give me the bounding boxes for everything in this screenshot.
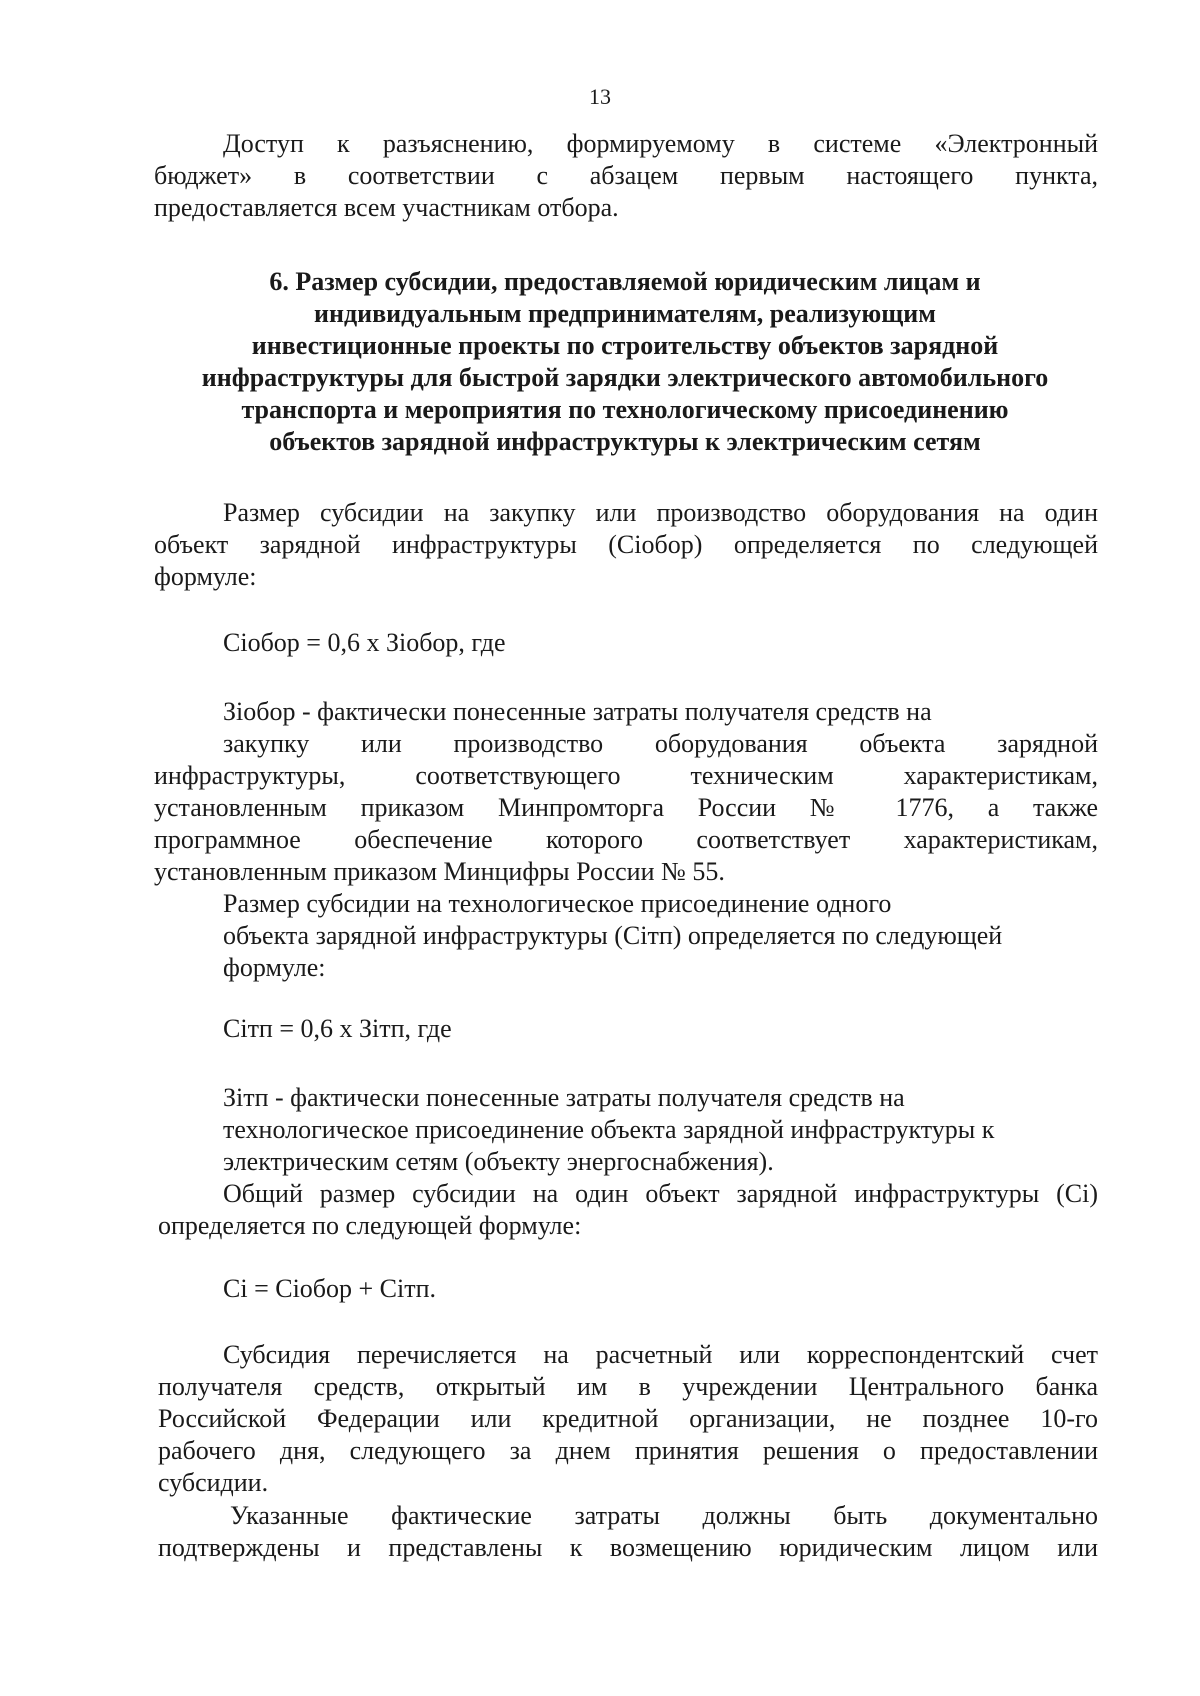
p4-line-1: Субсидия перечисляется на расчетный или корреспондентский счет bbox=[223, 1340, 1098, 1369]
def2-line-3: электрическим сетям (объекту энергоснабжения). bbox=[223, 1147, 774, 1176]
formula-connection: Сiтп = 0,6 х Зiтп, где bbox=[223, 1014, 452, 1043]
p4-line-2: получателя средств, открытый им в учреждении Центрального банка bbox=[158, 1372, 1098, 1401]
intro-line-2: бюджет» в соответствии с абзацем первым настоящего пункта, bbox=[154, 161, 1098, 190]
p1-line-1: Размер субсидии на закупку или производство оборудования на один bbox=[223, 498, 1098, 527]
p1-line-3: формуле: bbox=[154, 562, 257, 591]
p5-line-1: Указанные фактические затраты должны быть документально bbox=[230, 1501, 1098, 1530]
paragraph-transfer bbox=[158, 1339, 1098, 1499]
paragraph-confirmation bbox=[158, 1500, 1098, 1564]
intro-line-1: Доступ к разъяснению, формируемому в системе «Электронный bbox=[223, 129, 1098, 158]
intro-paragraph bbox=[154, 128, 1098, 224]
p4-line-4: рабочего дня, следующего за днем принятия решения о предоставлении bbox=[158, 1436, 1098, 1465]
heading-line-2: индивидуальным предпринимателям, реализующим bbox=[314, 299, 936, 328]
p2-line-3: формуле: bbox=[223, 953, 326, 982]
heading-line-3: инвестиционные проекты по строительству объектов зарядной bbox=[251, 331, 999, 360]
definition-equipment bbox=[154, 696, 1098, 888]
def2-line-2: технологическое присоединение объекта зарядной инфраструктуры к bbox=[223, 1115, 995, 1144]
paragraph-connection bbox=[223, 888, 1098, 984]
def1-line-1: Зiобор - фактически понесенные затраты получателя средств на bbox=[223, 697, 932, 726]
def1-line-4: установленным приказом Минпромторга России № 1776, а также bbox=[154, 793, 1098, 822]
def1-line-5: программное обеспечение которого соответствует характеристикам, bbox=[154, 825, 1098, 854]
def1-line-2: закупку или производство оборудования объекта зарядной bbox=[223, 729, 1098, 758]
p3-line-1: Общий размер субсидии на один объект зарядной инфраструктуры (Сi) bbox=[223, 1179, 1098, 1208]
p4-line-3: Российской Федерации или кредитной организации, не позднее 10-го bbox=[158, 1404, 1098, 1433]
heading-line-4: инфраструктуры для быстрой зарядки электрического автомобильного bbox=[201, 363, 1049, 392]
def2-line-1: Зiтп - фактически понесенные затраты получателя средств на bbox=[223, 1083, 905, 1112]
p5-line-2: подтверждены и представлены к возмещению юридическим лицом или bbox=[158, 1533, 1098, 1562]
heading-line-1: 6. Размер субсидии, предоставляемой юридическим лицам и bbox=[269, 267, 981, 296]
p2-line-1: Размер субсидии на технологическое присоединение одного bbox=[223, 889, 892, 918]
p3-line-2: определяется по следующей формуле: bbox=[158, 1211, 582, 1240]
paragraph-equipment bbox=[154, 497, 1098, 593]
p4-line-5: субсидии. bbox=[158, 1468, 269, 1497]
section-heading bbox=[150, 266, 1100, 458]
def1-line-3: инфраструктуры, соответствующего техническим характеристикам, bbox=[154, 761, 1098, 790]
paragraph-total bbox=[158, 1178, 1098, 1242]
p2-line-2: объекта зарядной инфраструктуры (Сiтп) определяется по следующей bbox=[223, 921, 1003, 950]
definition-connection bbox=[223, 1082, 1098, 1178]
page-number: 13 bbox=[589, 84, 611, 109]
p1-line-2: объект зарядной инфраструктуры (Сiобор) определяется по следующей bbox=[154, 530, 1098, 559]
intro-line-3: предоставляется всем участникам отбора. bbox=[154, 193, 619, 222]
formula-total: Сi = Сiобор + Сiтп. bbox=[223, 1274, 437, 1303]
heading-line-5: транспорта и мероприятия по технологическому присоединению bbox=[241, 395, 1009, 424]
def1-line-6: установленным приказом Минцифры России № 55. bbox=[154, 857, 725, 886]
heading-line-6: объектов зарядной инфраструктуры к электрическим сетям bbox=[269, 427, 981, 456]
formula-equipment: Сiобор = 0,6 х Зiобор, где bbox=[223, 628, 506, 657]
